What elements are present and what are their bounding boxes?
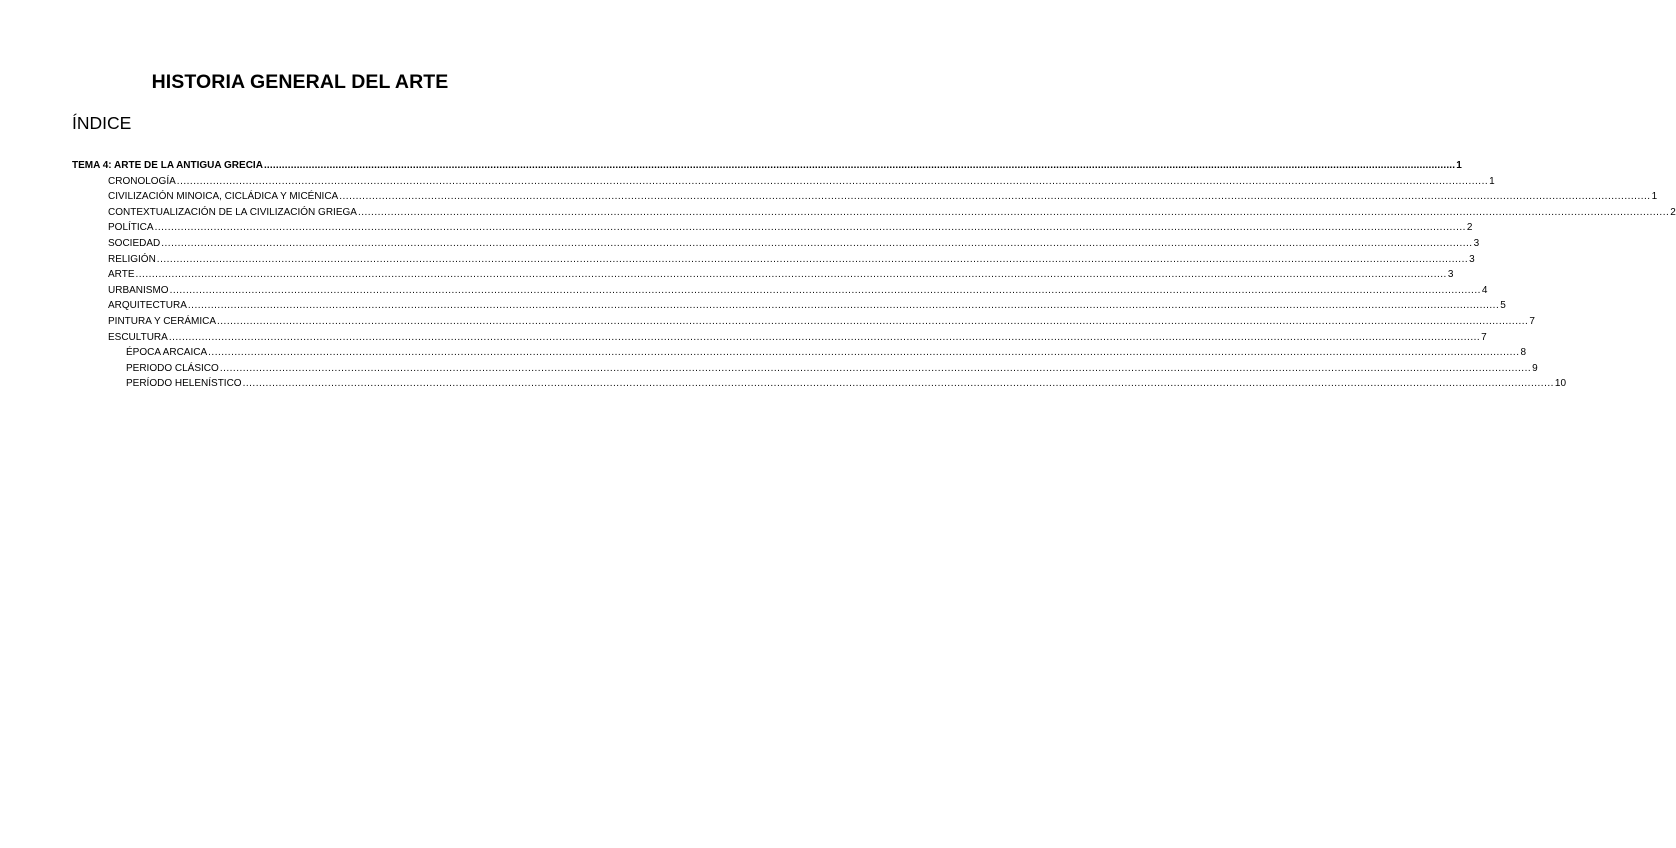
toc-entry[interactable] xyxy=(108,189,1658,204)
toc-entry-label: CIVILIZACIÓN MINOICA, CICLÁDICA Y MICÉNICA xyxy=(108,191,339,203)
toc-entry-page: 3 xyxy=(1447,269,1454,281)
toc-entry-label: TEMA 4: ARTE DE LA ANTIGUA GRECIA xyxy=(72,160,263,171)
toc-entry-label: ESCULTURA xyxy=(108,331,168,343)
toc-entry-label: SOCIEDAD xyxy=(108,238,161,249)
toc-entry-label: RELIGIÓN xyxy=(108,253,156,265)
document-title: HISTORIA GENERAL DEL ARTE xyxy=(151,71,449,93)
toc-entry-page: 8 xyxy=(1520,347,1527,359)
toc-entry[interactable] xyxy=(108,236,1480,251)
toc-entry[interactable] xyxy=(108,252,1475,267)
toc-entry[interactable] xyxy=(108,174,1495,189)
toc-entry-page: 4 xyxy=(1481,284,1488,296)
toc-entry-label: PINTURA Y CERÁMICA xyxy=(108,316,216,327)
toc-entry[interactable] xyxy=(108,283,1488,298)
toc-entry-page: 1 xyxy=(1456,160,1462,171)
toc-entry-label: ÉPOCA ARCAICA xyxy=(126,347,208,359)
toc-entry-label: CRONOLOGÍA xyxy=(108,175,176,187)
toc-entry-page: 2 xyxy=(1670,206,1676,218)
toc-entry-label: ARTE xyxy=(108,269,135,281)
toc-leader-dots: ................................................................................................................................................................................................................................................................................................................................................................................................................ xyxy=(161,238,1473,249)
toc-entry-label: ARQUITECTURA xyxy=(108,300,187,312)
toc-leader-dots: ................................................................................................................................................................................................................................................................................................................................................................................................................ xyxy=(339,191,1651,203)
toc-leader-dots: ................................................................................................................................................................................................................................................................................................................................................................................................................ xyxy=(169,284,1481,296)
toc-entry-label: PERIODO CLÁSICO xyxy=(126,362,219,374)
toc-leader-dots: ................................................................................................................................................................................................................................................................................................................................................................................................................ xyxy=(176,175,1489,187)
toc-entry[interactable] xyxy=(126,376,1567,391)
toc-entry-page: 9 xyxy=(1532,362,1538,374)
toc-entry-page: 7 xyxy=(1529,316,1535,327)
toc-entry-label: URBANISMO xyxy=(108,284,169,296)
toc-entry-page: 10 xyxy=(1554,378,1567,390)
toc-entry[interactable] xyxy=(108,314,1535,329)
toc-leader-dots: ................................................................................................................................................................................................................................................................................................................................................................................................................ xyxy=(242,378,1554,390)
toc-entry-page: 5 xyxy=(1500,300,1506,312)
toc-entry-page: 3 xyxy=(1469,253,1475,265)
toc-leader-dots: ................................................................................................................................................................................................................................................................................................................................................................................................................ xyxy=(154,222,1466,234)
toc-leader-dots: ................................................................................................................................................................................................................................................................................................................................................................................................................ xyxy=(263,160,1456,171)
toc-leader-dots: ................................................................................................................................................................................................................................................................................................................................................................................................................ xyxy=(357,206,1670,218)
toc-entry[interactable] xyxy=(126,361,1538,376)
toc-leader-dots: ................................................................................................................................................................................................................................................................................................................................................................................................................ xyxy=(187,300,1500,312)
toc-leader-dots: ................................................................................................................................................................................................................................................................................................................................................................................................................ xyxy=(168,331,1481,343)
toc-leader-dots: ................................................................................................................................................................................................................................................................................................................................................................................................................ xyxy=(156,253,1469,265)
toc-entry[interactable] xyxy=(126,345,1527,360)
toc-leader-dots: ................................................................................................................................................................................................................................................................................................................................................................................................................ xyxy=(208,347,1520,359)
toc-entry-page: 7 xyxy=(1481,331,1487,343)
toc-entry-page: 3 xyxy=(1473,238,1480,249)
toc-entry-page: 1 xyxy=(1651,191,1658,203)
toc-entry[interactable] xyxy=(108,330,1487,345)
toc-entry[interactable] xyxy=(108,267,1454,282)
toc-entry[interactable] xyxy=(108,205,1676,220)
toc-entry[interactable] xyxy=(72,158,1462,173)
toc-entry-label: PERÍODO HELENÍSTICO xyxy=(126,378,242,390)
toc-leader-dots: ................................................................................................................................................................................................................................................................................................................................................................................................................ xyxy=(219,362,1532,374)
toc-entry[interactable] xyxy=(108,298,1506,313)
toc-entry-page: 2 xyxy=(1466,222,1473,234)
toc-entry-page: 1 xyxy=(1489,175,1495,187)
index-heading: ÍNDICE xyxy=(72,113,132,133)
toc-leader-dots: ................................................................................................................................................................................................................................................................................................................................................................................................................ xyxy=(135,269,1447,281)
toc-entry-label: CONTEXTUALIZACIÓN DE LA CIVILIZACIÓN GRIEGA xyxy=(108,206,357,218)
toc-entry[interactable] xyxy=(108,220,1473,235)
toc-entry-label: POLÍTICA xyxy=(108,222,154,234)
toc-leader-dots: ................................................................................................................................................................................................................................................................................................................................................................................................................ xyxy=(217,316,1529,327)
